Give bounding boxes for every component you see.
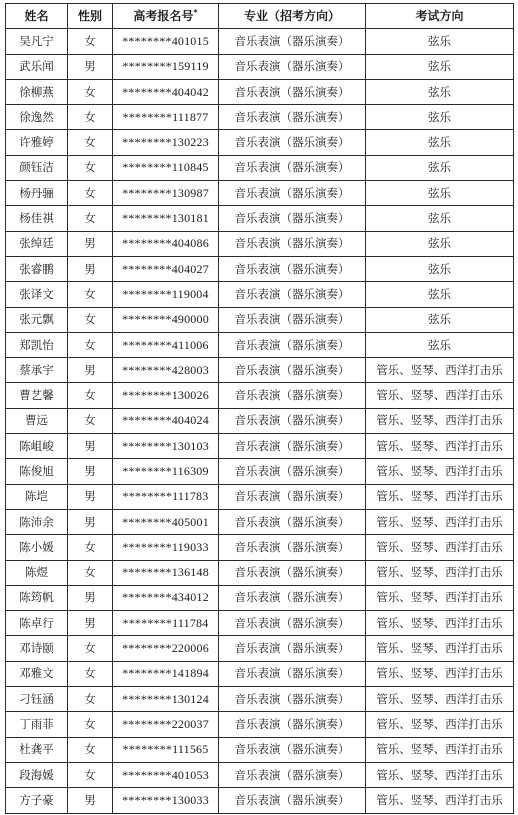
table-row: [6, 231, 514, 256]
cell-name: 曹艺馨: [6, 383, 68, 408]
cell-direction: 弦乐: [366, 155, 514, 180]
cell-direction: 管乐、竖琴、西洋打击乐: [366, 788, 514, 813]
cell-direction: 管乐、竖琴、西洋打击乐: [366, 408, 514, 433]
cell-gender: 女: [68, 712, 113, 737]
cell-major: 音乐表演（器乐演奏）: [219, 383, 366, 408]
cell-name: 丁雨菲: [6, 712, 68, 737]
cell-exam-id: ********404027: [113, 256, 219, 281]
cell-exam-id: ********404086: [113, 231, 219, 256]
table-row: [6, 408, 514, 433]
header-direction: 考试方向: [366, 4, 514, 29]
cell-name: 方子豪: [6, 788, 68, 813]
cell-major: 音乐表演（器乐演奏）: [219, 79, 366, 104]
cell-exam-id: ********411006: [113, 332, 219, 357]
cell-direction: 弦乐: [366, 206, 514, 231]
cell-gender: 女: [68, 737, 113, 762]
cell-gender: 男: [68, 585, 113, 610]
cell-major: 音乐表演（器乐演奏）: [219, 155, 366, 180]
cell-exam-id: ********130103: [113, 434, 219, 459]
cell-exam-id: ********111877: [113, 105, 219, 130]
cell-major: 音乐表演（器乐演奏）: [219, 29, 366, 54]
cell-major: 音乐表演（器乐演奏）: [219, 661, 366, 686]
cell-exam-id: ********130987: [113, 181, 219, 206]
table-row: [6, 206, 514, 231]
cell-gender: 女: [68, 181, 113, 206]
cell-major: 音乐表演（器乐演奏）: [219, 181, 366, 206]
cell-gender: 女: [68, 535, 113, 560]
cell-major: 音乐表演（器乐演奏）: [219, 231, 366, 256]
cell-gender: 女: [68, 130, 113, 155]
cell-exam-id: ********130026: [113, 383, 219, 408]
cell-name: 许雅婷: [6, 130, 68, 155]
cell-name: 陈垲: [6, 484, 68, 509]
cell-gender: 女: [68, 282, 113, 307]
cell-major: 音乐表演（器乐演奏）: [219, 535, 366, 560]
table-row: [6, 535, 514, 560]
cell-name: 杜龚平: [6, 737, 68, 762]
cell-gender: 男: [68, 358, 113, 383]
cell-name: 吴凡宁: [6, 29, 68, 54]
table-row: [6, 79, 514, 104]
table-row: [6, 307, 514, 332]
cell-gender: 女: [68, 307, 113, 332]
header-major: 专业（招考方向）: [219, 4, 366, 29]
cell-direction: 管乐、竖琴、西洋打击乐: [366, 712, 514, 737]
cell-exam-id: ********111565: [113, 737, 219, 762]
cell-major: 音乐表演（器乐演奏）: [219, 737, 366, 762]
table-row: [6, 332, 514, 357]
cell-direction: 弦乐: [366, 231, 514, 256]
cell-major: 音乐表演（器乐演奏）: [219, 332, 366, 357]
cell-name: 刁钰涵: [6, 687, 68, 712]
cell-exam-id: ********490000: [113, 307, 219, 332]
cell-exam-id: ********220037: [113, 712, 219, 737]
cell-exam-id: ********111783: [113, 484, 219, 509]
cell-gender: 男: [68, 231, 113, 256]
cell-exam-id: ********401053: [113, 762, 219, 787]
cell-gender: 男: [68, 459, 113, 484]
cell-name: 邓雅文: [6, 661, 68, 686]
cell-name: 张译文: [6, 282, 68, 307]
table-row: [6, 762, 514, 787]
cell-name: 张睿鹏: [6, 256, 68, 281]
cell-major: 音乐表演（器乐演奏）: [219, 459, 366, 484]
cell-exam-id: ********141894: [113, 661, 219, 686]
table-row: [6, 29, 514, 54]
cell-gender: 女: [68, 79, 113, 104]
cell-major: 音乐表演（器乐演奏）: [219, 509, 366, 534]
cell-exam-id: ********119004: [113, 282, 219, 307]
cell-gender: 女: [68, 661, 113, 686]
cell-exam-id: ********130223: [113, 130, 219, 155]
cell-name: 陈岨峻: [6, 434, 68, 459]
cell-name: 段海媛: [6, 762, 68, 787]
cell-name: 张绰廷: [6, 231, 68, 256]
cell-direction: 管乐、竖琴、西洋打击乐: [366, 535, 514, 560]
table-row: [6, 611, 514, 636]
header-exam-id-label: 高考报名号: [133, 8, 194, 23]
table-header: [6, 4, 514, 29]
cell-major: 音乐表演（器乐演奏）: [219, 636, 366, 661]
cell-major: 音乐表演（器乐演奏）: [219, 788, 366, 813]
table-row: [6, 712, 514, 737]
cell-gender: 男: [68, 611, 113, 636]
cell-gender: 女: [68, 383, 113, 408]
table-row: [6, 459, 514, 484]
cell-major: 音乐表演（器乐演奏）: [219, 484, 366, 509]
cell-name: 陈沛余: [6, 509, 68, 534]
cell-gender: 女: [68, 29, 113, 54]
table-row: [6, 155, 514, 180]
cell-name: 武乐闻: [6, 54, 68, 79]
table-row: [6, 788, 514, 813]
cell-major: 音乐表演（器乐演奏）: [219, 54, 366, 79]
cell-gender: 女: [68, 762, 113, 787]
table-row: [6, 358, 514, 383]
cell-exam-id: ********434012: [113, 585, 219, 610]
cell-major: 音乐表演（器乐演奏）: [219, 434, 366, 459]
cell-name: 颜钰洁: [6, 155, 68, 180]
cell-exam-id: ********116309: [113, 459, 219, 484]
table-row: [6, 585, 514, 610]
cell-major: 音乐表演（器乐演奏）: [219, 206, 366, 231]
cell-exam-id: ********110845: [113, 155, 219, 180]
cell-direction: 管乐、竖琴、西洋打击乐: [366, 636, 514, 661]
table-row: [6, 181, 514, 206]
cell-major: 音乐表演（器乐演奏）: [219, 762, 366, 787]
cell-name: 张元飘: [6, 307, 68, 332]
header-exam-id-footnote-mark: *: [193, 7, 198, 17]
cell-direction: 管乐、竖琴、西洋打击乐: [366, 687, 514, 712]
cell-major: 音乐表演（器乐演奏）: [219, 712, 366, 737]
cell-major: 音乐表演（器乐演奏）: [219, 585, 366, 610]
cell-direction: 弦乐: [366, 79, 514, 104]
table-row: [6, 560, 514, 585]
header-gender: 性别: [68, 4, 113, 29]
cell-direction: 管乐、竖琴、西洋打击乐: [366, 484, 514, 509]
table-row: [6, 636, 514, 661]
cell-gender: 男: [68, 788, 113, 813]
cell-major: 音乐表演（器乐演奏）: [219, 307, 366, 332]
cell-direction: 管乐、竖琴、西洋打击乐: [366, 509, 514, 534]
cell-gender: 男: [68, 484, 113, 509]
cell-gender: 女: [68, 408, 113, 433]
cell-exam-id: ********130181: [113, 206, 219, 231]
table-row: [6, 687, 514, 712]
cell-name: 徐逸然: [6, 105, 68, 130]
cell-direction: 管乐、竖琴、西洋打击乐: [366, 611, 514, 636]
table-row: [6, 105, 514, 130]
cell-direction: 管乐、竖琴、西洋打击乐: [366, 459, 514, 484]
cell-direction: 管乐、竖琴、西洋打击乐: [366, 358, 514, 383]
cell-major: 音乐表演（器乐演奏）: [219, 256, 366, 281]
cell-exam-id: ********111784: [113, 611, 219, 636]
cell-name: 曹远: [6, 408, 68, 433]
table-row: [6, 130, 514, 155]
header-row: [6, 4, 514, 29]
cell-direction: 管乐、竖琴、西洋打击乐: [366, 737, 514, 762]
cell-name: 陈筠帆: [6, 585, 68, 610]
cell-gender: 女: [68, 206, 113, 231]
cell-direction: 管乐、竖琴、西洋打击乐: [366, 434, 514, 459]
cell-direction: 弦乐: [366, 332, 514, 357]
cell-exam-id: ********428003: [113, 358, 219, 383]
table-row: [6, 383, 514, 408]
cell-exam-id: ********401015: [113, 29, 219, 54]
cell-exam-id: ********130033: [113, 788, 219, 813]
cell-direction: 弦乐: [366, 256, 514, 281]
table-row: [6, 509, 514, 534]
cell-major: 音乐表演（器乐演奏）: [219, 282, 366, 307]
cell-name: 陈俊旭: [6, 459, 68, 484]
table-row: [6, 256, 514, 281]
cell-direction: 弦乐: [366, 29, 514, 54]
cell-exam-id: ********136148: [113, 560, 219, 585]
header-name: 姓名: [6, 4, 68, 29]
cell-direction: 弦乐: [366, 282, 514, 307]
cell-gender: 男: [68, 434, 113, 459]
table-row: [6, 434, 514, 459]
table-row: [6, 661, 514, 686]
cell-exam-id: ********220006: [113, 636, 219, 661]
table-row: [6, 737, 514, 762]
cell-direction: 弦乐: [366, 181, 514, 206]
cell-exam-id: ********130124: [113, 687, 219, 712]
cell-exam-id: ********404042: [113, 79, 219, 104]
header-exam-id: [113, 4, 219, 29]
table-body: [6, 29, 514, 813]
cell-direction: 管乐、竖琴、西洋打击乐: [366, 585, 514, 610]
cell-gender: 女: [68, 687, 113, 712]
cell-name: 杨丹骊: [6, 181, 68, 206]
table-row: [6, 484, 514, 509]
cell-name: 陈卓行: [6, 611, 68, 636]
cell-name: 徐柳燕: [6, 79, 68, 104]
cell-gender: 女: [68, 155, 113, 180]
cell-gender: 男: [68, 509, 113, 534]
cell-name: 陈小媛: [6, 535, 68, 560]
cell-major: 音乐表演（器乐演奏）: [219, 358, 366, 383]
cell-gender: 女: [68, 105, 113, 130]
cell-exam-id: ********159119: [113, 54, 219, 79]
cell-direction: 管乐、竖琴、西洋打击乐: [366, 661, 514, 686]
cell-gender: 女: [68, 636, 113, 661]
cell-gender: 女: [68, 332, 113, 357]
cell-major: 音乐表演（器乐演奏）: [219, 687, 366, 712]
cell-direction: 弦乐: [366, 105, 514, 130]
cell-major: 音乐表演（器乐演奏）: [219, 130, 366, 155]
cell-name: 蔡承宇: [6, 358, 68, 383]
cell-exam-id: ********119033: [113, 535, 219, 560]
cell-gender: 女: [68, 560, 113, 585]
cell-exam-id: ********404024: [113, 408, 219, 433]
admission-table: [5, 3, 514, 814]
cell-gender: 男: [68, 54, 113, 79]
cell-direction: 管乐、竖琴、西洋打击乐: [366, 383, 514, 408]
table-row: [6, 54, 514, 79]
cell-major: 音乐表演（器乐演奏）: [219, 408, 366, 433]
cell-name: 郑凯怡: [6, 332, 68, 357]
cell-direction: 管乐、竖琴、西洋打击乐: [366, 762, 514, 787]
cell-name: 邓诗颐: [6, 636, 68, 661]
cell-direction: 弦乐: [366, 307, 514, 332]
cell-major: 音乐表演（器乐演奏）: [219, 105, 366, 130]
cell-name: 杨佳祺: [6, 206, 68, 231]
cell-major: 音乐表演（器乐演奏）: [219, 560, 366, 585]
cell-direction: 弦乐: [366, 54, 514, 79]
cell-direction: 弦乐: [366, 130, 514, 155]
cell-major: 音乐表演（器乐演奏）: [219, 611, 366, 636]
cell-gender: 男: [68, 256, 113, 281]
table-row: [6, 282, 514, 307]
cell-direction: 管乐、竖琴、西洋打击乐: [366, 560, 514, 585]
cell-name: 陈煜: [6, 560, 68, 585]
cell-exam-id: ********405001: [113, 509, 219, 534]
